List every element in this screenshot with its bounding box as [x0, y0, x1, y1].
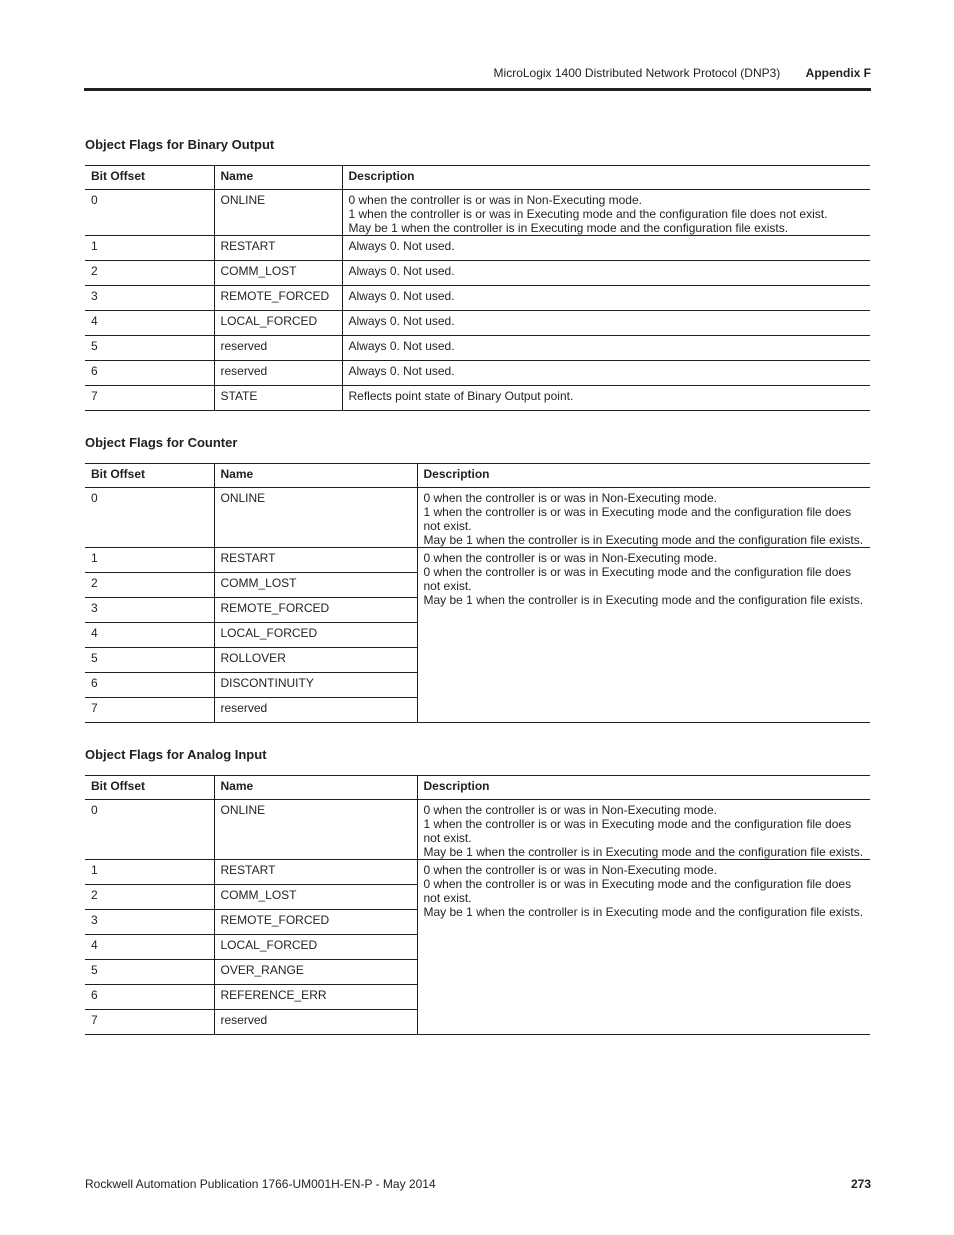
flag-name-cell: COMM_LOST: [214, 573, 417, 598]
footer-publication: Rockwell Automation Publication 1766-UM001H-EN-P - May 2014: [85, 1177, 436, 1191]
footer-page-number: 273: [850, 1177, 871, 1191]
flag-name-cell: REMOTE_FORCED: [214, 910, 417, 935]
description-cell: [342, 311, 870, 336]
counter-flags-table: [85, 463, 870, 723]
table-header-row: [85, 166, 870, 190]
column-header-bit-offset: Bit Offset: [85, 166, 214, 190]
description-line: 0 when the controller is or was in Non-Executing mode.: [423, 863, 717, 877]
description-line: 1 when the controller is or was in Executing mode and the configuration file does not exist.: [348, 207, 828, 221]
description-line: Always 0. Not used.: [348, 289, 455, 303]
table-header-row: [85, 464, 870, 488]
description-cell: [342, 190, 870, 236]
table-header-row: [85, 776, 870, 800]
description-line: May be 1 when the controller is in Executing mode and the configuration file exists.: [348, 221, 789, 235]
flag-name-cell: reserved: [214, 1010, 417, 1035]
description-cell: [342, 336, 870, 361]
description-line: Always 0. Not used.: [348, 264, 455, 278]
flag-name-cell: ONLINE: [214, 800, 417, 860]
flag-name-cell: LOCAL_FORCED: [214, 623, 417, 648]
flag-name-cell: reserved: [214, 336, 342, 361]
bit-offset-cell: 6: [85, 985, 214, 1010]
analog-input-flags-table: [85, 775, 870, 1035]
section-title-binary-output: Object Flags for Binary Output: [85, 137, 275, 152]
description-cell: [417, 488, 870, 548]
flag-name-cell: RESTART: [214, 548, 417, 573]
description-line: 0 when the controller is or was in Non-Executing mode.: [423, 803, 717, 817]
table-row: [85, 190, 870, 236]
flag-name-cell: LOCAL_FORCED: [214, 311, 342, 336]
description-cell: [342, 261, 870, 286]
description-line: Always 0. Not used.: [348, 314, 455, 328]
bit-offset-cell: 0: [85, 190, 214, 236]
description-cell: [417, 860, 870, 1035]
description-line: 1 when the controller is or was in Executing mode and the configuration file does not exist.: [423, 505, 852, 533]
column-header-name: Name: [214, 166, 342, 190]
table-row: [85, 800, 870, 860]
description-line: 0 when the controller is or was in Executing mode and the configuration file does not exist.: [423, 565, 852, 593]
table-row: [85, 548, 870, 573]
description-line: Always 0. Not used.: [348, 239, 455, 253]
description-cell: [417, 548, 870, 723]
description-cell: [342, 361, 870, 386]
description-line: Always 0. Not used.: [348, 339, 455, 353]
table-row: [85, 386, 870, 411]
description-line: 0 when the controller is or was in Non-Executing mode.: [423, 551, 717, 565]
bit-offset-cell: 3: [85, 598, 214, 623]
description-cell: [342, 236, 870, 261]
bit-offset-cell: 7: [85, 698, 214, 723]
flag-name-cell: RESTART: [214, 236, 342, 261]
column-header-bit-offset: Bit Offset: [85, 776, 214, 800]
flag-name-cell: ROLLOVER: [214, 648, 417, 673]
description-line: Always 0. Not used.: [348, 364, 455, 378]
flag-name-cell: REMOTE_FORCED: [214, 598, 417, 623]
description-line: 0 when the controller is or was in Non-Executing mode.: [348, 193, 642, 207]
bit-offset-cell: 6: [85, 361, 214, 386]
bit-offset-cell: 2: [85, 261, 214, 286]
bit-offset-cell: 1: [85, 236, 214, 261]
flag-name-cell: COMM_LOST: [214, 261, 342, 286]
bit-offset-cell: 1: [85, 548, 214, 573]
table-row: [85, 286, 870, 311]
bit-offset-cell: 4: [85, 623, 214, 648]
column-header-description: Description: [342, 166, 870, 190]
description-cell: [417, 800, 870, 860]
bit-offset-cell: 5: [85, 336, 214, 361]
column-header-name: Name: [214, 464, 417, 488]
bit-offset-cell: 3: [85, 286, 214, 311]
table-row: [85, 236, 870, 261]
flag-name-cell: REFERENCE_ERR: [214, 985, 417, 1010]
description-line: May be 1 when the controller is in Executing mode and the configuration file exists.: [423, 593, 864, 607]
table-row: [85, 488, 870, 548]
flag-name-cell: REMOTE_FORCED: [214, 286, 342, 311]
description-line: May be 1 when the controller is in Executing mode and the configuration file exists.: [423, 845, 864, 859]
description-line: 0 when the controller is or was in Executing mode and the configuration file does not exist.: [423, 877, 852, 905]
header-section-label: Appendix F: [805, 66, 871, 80]
bit-offset-cell: 2: [85, 573, 214, 598]
table-row: [85, 311, 870, 336]
header-text: [494, 66, 871, 80]
header-rule: [84, 88, 871, 91]
bit-offset-cell: 4: [85, 311, 214, 336]
flag-name-cell: OVER_RANGE: [214, 960, 417, 985]
section-title-counter: Object Flags for Counter: [85, 435, 238, 450]
description-cell: [342, 286, 870, 311]
bit-offset-cell: 5: [85, 960, 214, 985]
column-header-name: Name: [214, 776, 417, 800]
description-cell: [342, 386, 870, 411]
flag-name-cell: ONLINE: [214, 190, 342, 236]
bit-offset-cell: 6: [85, 673, 214, 698]
bit-offset-cell: 4: [85, 935, 214, 960]
description-line: 0 when the controller is or was in Non-Executing mode.: [423, 491, 717, 505]
bit-offset-cell: 0: [85, 488, 214, 548]
description-line: 1 when the controller is or was in Executing mode and the configuration file does not exist.: [423, 817, 852, 845]
bit-offset-cell: 7: [85, 386, 214, 411]
table-row: [85, 336, 870, 361]
section-title-analog-input: Object Flags for Analog Input: [85, 747, 267, 762]
bit-offset-cell: 5: [85, 648, 214, 673]
flag-name-cell: reserved: [214, 361, 342, 386]
header-publication-title: MicroLogix 1400 Distributed Network Protocol (DNP3): [493, 66, 781, 80]
bit-offset-cell: 7: [85, 1010, 214, 1035]
bit-offset-cell: 2: [85, 885, 214, 910]
table-row: [85, 261, 870, 286]
flag-name-cell: DISCONTINUITY: [214, 673, 417, 698]
bit-offset-cell: 3: [85, 910, 214, 935]
binary-output-flags-table: [85, 165, 870, 411]
flag-name-cell: reserved: [214, 698, 417, 723]
column-header-description: Description: [417, 464, 870, 488]
description-line: May be 1 when the controller is in Executing mode and the configuration file exists.: [423, 533, 864, 547]
bit-offset-cell: 0: [85, 800, 214, 860]
flag-name-cell: RESTART: [214, 860, 417, 885]
bit-offset-cell: 1: [85, 860, 214, 885]
description-line: Reflects point state of Binary Output point.: [348, 389, 574, 403]
column-header-bit-offset: Bit Offset: [85, 464, 214, 488]
flag-name-cell: COMM_LOST: [214, 885, 417, 910]
table-row: [85, 860, 870, 885]
description-line: May be 1 when the controller is in Executing mode and the configuration file exists.: [423, 905, 864, 919]
flag-name-cell: LOCAL_FORCED: [214, 935, 417, 960]
flag-name-cell: STATE: [214, 386, 342, 411]
flag-name-cell: ONLINE: [214, 488, 417, 548]
table-row: [85, 361, 870, 386]
column-header-description: Description: [417, 776, 870, 800]
